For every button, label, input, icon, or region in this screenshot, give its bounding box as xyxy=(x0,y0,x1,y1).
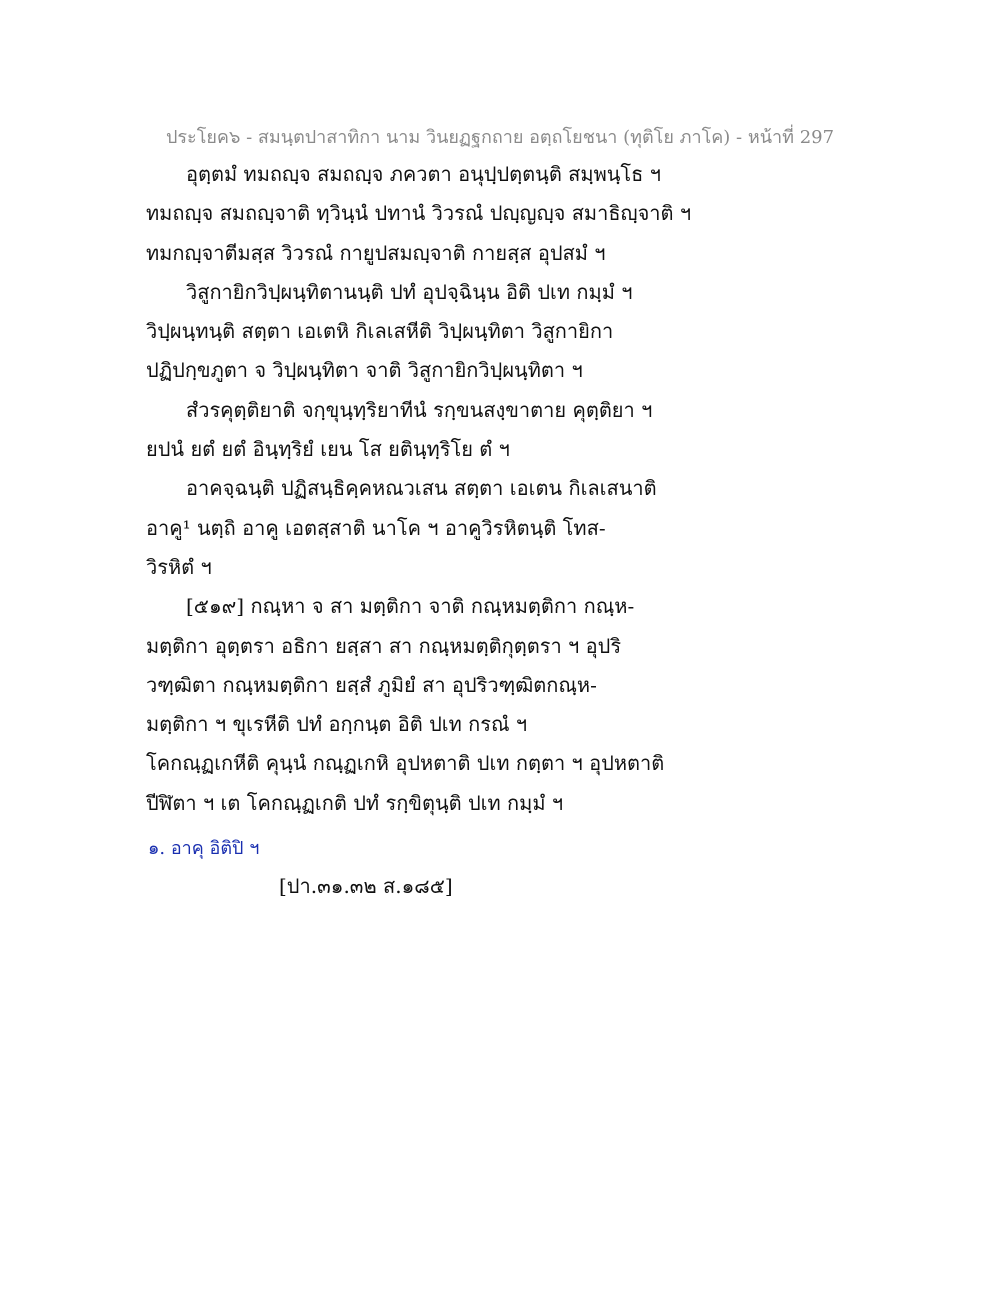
body-text xyxy=(146,158,866,826)
text-line: วิสูกายิกวิปฺผนฺทิตานนฺติ ปทํ อุปจฺฉินฺน อิติ ปเท กมฺมํ ฯ xyxy=(186,279,633,304)
text-line: ทมถญฺจ สมถญฺจาติ ทฺวินฺนํ ปทานํ วิวรณํ ปญฺญญฺจ สมาธิญฺจาติ ฯ xyxy=(146,201,692,226)
text-line: โคกณฺฏเกหีติ คุนฺนํ กณฺฏเกหิ อุปหตาติ ปเท กตฺตา ฯ อุปหตาติ xyxy=(146,751,665,776)
text-line: ปีฬิตา ฯ เต โคกณฺฏเกติ ปทํ รกฺขิตุนฺติ ปเท กมฺมํ ฯ xyxy=(146,790,564,815)
footnote: ๑. อาคุ อิติปิ ฯ xyxy=(148,838,260,859)
text-line: วิปฺผนฺทนฺติ สตฺตา เอเตหิ กิเลเสหีติ วิปฺผนฺทิตา วิสูกายิกา xyxy=(146,319,614,344)
text-line: ทมกญฺจาตีมสฺส วิวรณํ กายูปสมญฺจาติ กายสฺส อุปสมํ ฯ xyxy=(146,240,606,265)
text-line: มตฺติกา ฯ ขุเรหีติ ปทํ อกฺกนฺต อิติ ปเท กรณํ ฯ xyxy=(146,712,528,737)
text-line: ยปนํ ยตํ ยตํ อินฺทฺริยํ เยน โส ยตินฺทฺริโย ตํ ฯ xyxy=(146,437,510,462)
text-line: [๕๑๙] กณฺหา จ สา มตฺติกา จาติ กณฺหมตฺติกา กณฺห- xyxy=(186,594,635,619)
text-line: อาคจฺฉนฺติ ปฏิสนฺธิคฺคหณวเสน สตฺตา เอเตน กิเลเสนาติ xyxy=(186,476,657,501)
text-line: สํวรคุตฺติยาติ จกฺขุนฺทฺริยาทีนํ รกฺขนสงฺขาตาย คุตฺติยา ฯ xyxy=(186,397,653,422)
text-line: วฑฺฒิตา กณฺหมตฺติกา ยสฺสํ ภูมิยํ สา อุปริวฑฺฒิตกณฺห- xyxy=(146,672,597,697)
text-line: ปฏิปกฺขภูตา จ วิปฺผนฺทิตา จาติ วิสูกายิกวิปฺผนฺทิตา ฯ xyxy=(146,358,583,383)
text-line: อาคู¹ นตฺถิ อาคู เอตสฺสาติ นาโค ฯ อาคูวิรหิตนฺติ โทส- xyxy=(146,515,606,540)
page-reference: [ปา.๓๑.๓๒ ส.๑๘๕] xyxy=(279,874,453,898)
page-header: ประโยค๖ - สมนฺตปาสาทิกา นาม วินยฏฐกถาย อตฺถโยชนา (ทุติโย ภาโค) - หน้าที่ 297 xyxy=(165,127,835,148)
text-line: อุตฺตมํ ทมถญฺจ สมถญฺจ ภควตา อนุปฺปตฺตนฺติ สมฺพนฺโธ ฯ xyxy=(186,162,661,186)
text-line: วิรหิตํ ฯ xyxy=(146,554,212,579)
text-line: มตฺติกา อุตฺตรา อธิกา ยสฺสา สา กณฺหมตฺติกุตฺตรา ฯ อุปริ xyxy=(146,633,622,658)
